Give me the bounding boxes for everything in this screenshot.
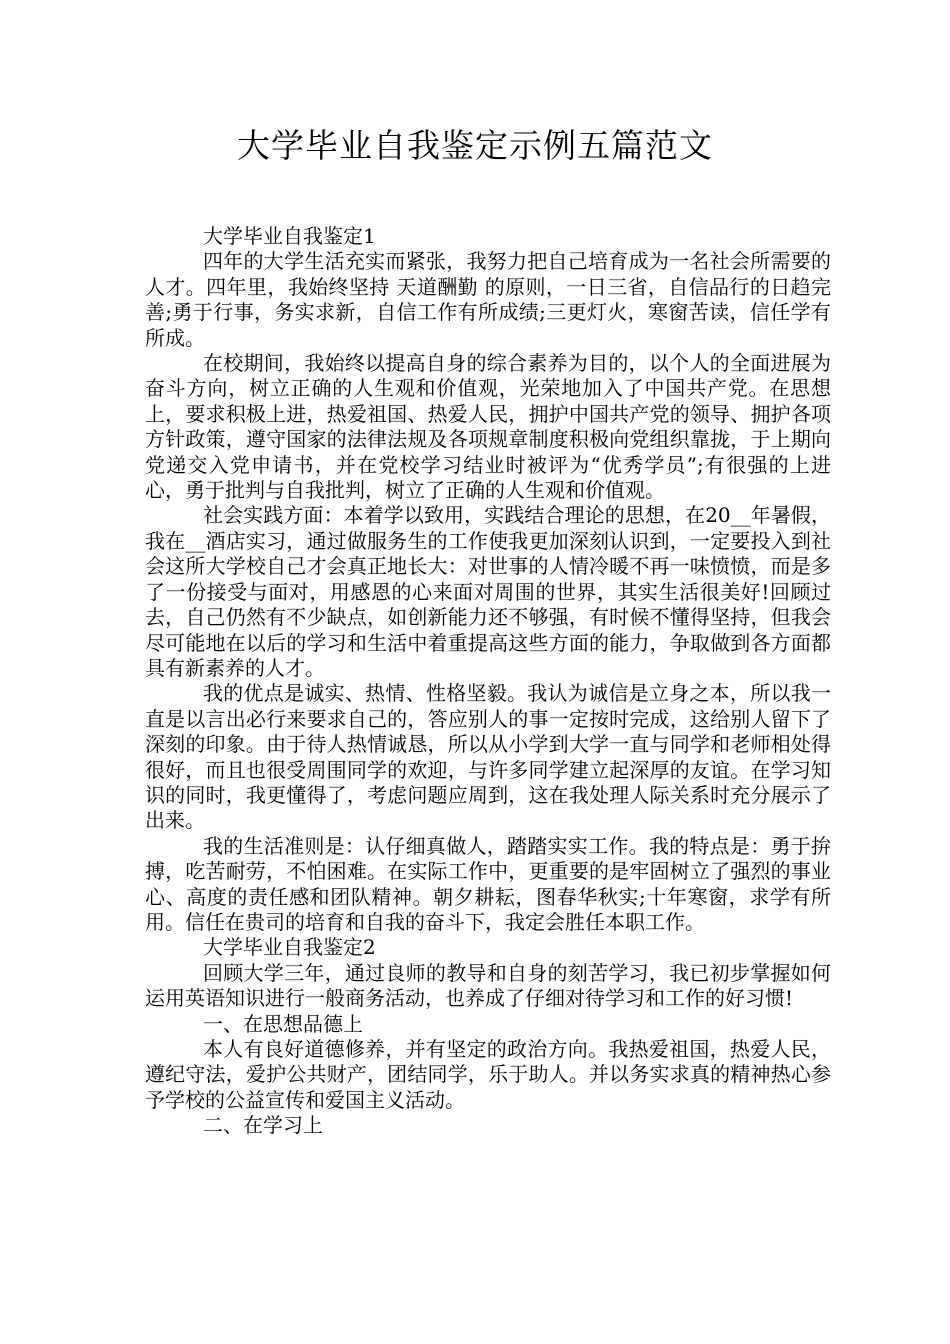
subsection-heading: 一、在思想品德上 (203, 1011, 363, 1036)
paragraph: 我的生活准则是：认仔细真做人，踏踏实实工作。我的特点是：勇于拚搏，吃苦耐劳，不怕困难。在实际工作中，更重要的是牢固树立了强烈的事业心、高度的责任感和团队精神。朝夕耕耘，图春华秋实;十年寒窗，求学有所用。信任在贵司的培育和自我的奋斗下，我定会胜任本职工作。 (145, 833, 831, 934)
document-body (145, 224, 831, 1139)
paragraph: 社会实践方面：本着学以致用，实践结合理论的思想，在20__年暑假，我在__酒店实习，通过做服务生的工作使我更加深刻认识到，一定要投入到社会这所大学校自己才会真正地长大：对世事的人情冷暖不再一味愤愤，而是多了一份接受与面对，用感恩的心来面对周围的世界，其实生活很美好!回顾过去，自己仍然有不少缺点，如创新能力还不够强，有时候不懂得坚持，但我会尽可能地在以后的学习和生活中着重提高这些方面的能力，争取做到各方面都具有新素养的人才。 (145, 503, 831, 680)
subsection-heading: 二、在学习上 (203, 1113, 323, 1138)
document-title: 大学毕业自我鉴定示例五篇范文 (237, 126, 713, 165)
section-heading: 大学毕业自我鉴定2 (203, 935, 376, 960)
paragraph: 四年的大学生活充实而紧张，我努力把自己培育成为一名社会所需要的人才。四年里，我始终坚持 天道酬勤 的原则，一日三省，自信品行的日趋完善;勇于行事，务实求新，自信工作有所成绩;三更灯火，寒窗苦读，信任学有所成。 (145, 249, 831, 350)
paragraph: 在校期间，我始终以提高自身的综合素养为目的，以个人的全面进展为奋斗方向，树立正确的人生观和价值观，光荣地加入了中国共产党。在思想上，要求积极上进，热爱祖国、热爱人民，拥护中国共产党的领导、拥护各项方针政策，遵守国家的法律法规及各项规章制度积极向党组织靠拢，于上期向党递交入党申请书，并在党校学习结业时被评为“优秀学员”;有很强的上进心，勇于批判与自我批判，树立了正确的人生观和价值观。 (145, 351, 831, 503)
section-heading: 大学毕业自我鉴定1 (203, 224, 376, 248)
paragraph: 回顾大学三年，通过良师的教导和自身的刻苦学习，我已初步掌握如何运用英语知识进行一般商务活动，也养成了仔细对待学习和工作的好习惯! (145, 960, 831, 1011)
paragraph: 我的优点是诚实、热情、性格坚毅。我认为诚信是立身之本，所以我一直是以言出必行来要求自己的，答应别人的事一定按时完成，这给别人留下了深刻的印象。由于待人热情诚恳，所以从小学到大学一直与同学和老师相处得很好，而且也很受周围同学的欢迎，与许多同学建立起深厚的友谊。在学习知识的同时，我更懂得了，考虑问题应周到，这在我处理人际关系时充分展示了出来。 (145, 681, 831, 833)
paragraph: 本人有良好道德修养，并有坚定的政治方向。我热爱祖国，热爱人民，遵纪守法，爱护公共财产，团结同学，乐于助人。并以务实求真的精神热心参予学校的公益宣传和爱国主义活动。 (145, 1037, 831, 1112)
